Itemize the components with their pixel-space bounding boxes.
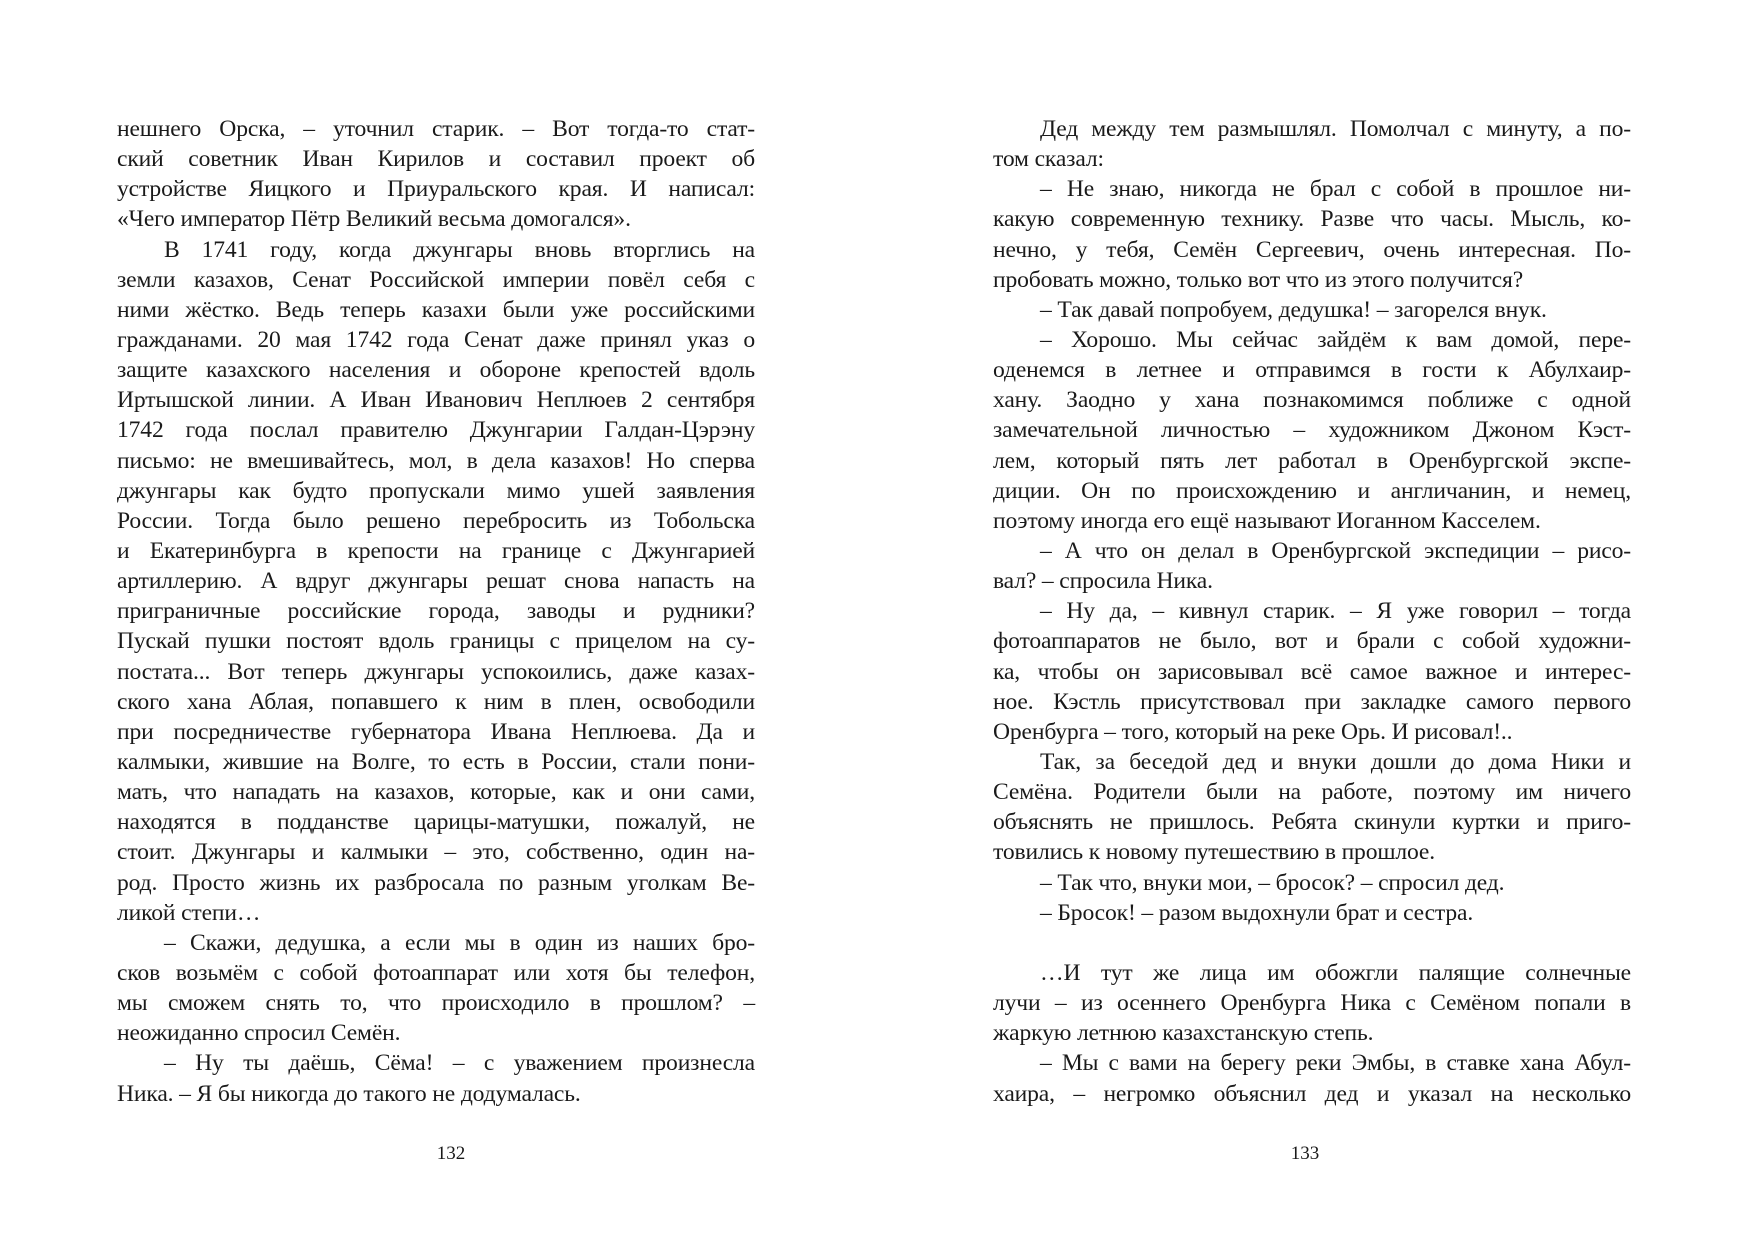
text-line: хану. Заодно у хана познакомимся поближе с одной xyxy=(993,387,1631,414)
text-line: оденемся в летнее и отправимся в гости к Абулхаир- xyxy=(993,357,1631,384)
text-line: устройстве Яицкого и Приуральского края. И написал: xyxy=(117,176,755,203)
text-line: – Ну да, – кивнул старик. – Я уже говорил – тогда xyxy=(1040,598,1631,625)
text-line: В 1741 году, когда джунгары вновь вторглись на xyxy=(164,236,755,263)
text-line: замечательной личностью – художником Джоном Кэст- xyxy=(993,417,1631,444)
text-line: неожиданно спросил Семён. xyxy=(117,1020,401,1047)
text-line: – Так что, внуки мои, – бросок? – спросил дед. xyxy=(1040,869,1505,896)
text-line: Оренбурга – того, который на реке Орь. И рисовал!.. xyxy=(993,718,1513,745)
text-line: находятся в подданстве царицы-матушки, пожалуй, не xyxy=(117,809,755,836)
text-line: фотоаппаратов не было, вот и брали с собой художни- xyxy=(993,628,1631,655)
text-line: Иртышской линии. А Иван Иванович Неплюев 2 сентября xyxy=(117,387,755,414)
text-line: Пускай пушки постоят вдоль границы с прицелом на су- xyxy=(117,628,755,655)
text-line: ка, чтобы он зарисовывал всё самое важное и интерес- xyxy=(993,658,1631,685)
text-line: мы сможем снять то, что происходило в прошлом? – xyxy=(117,990,755,1017)
left-page xyxy=(0,0,874,1241)
text-line: защите казахского населения и обороне крепостей вдоль xyxy=(117,357,755,384)
text-line: сков возьмём с собой фотоаппарат или хотя бы телефон, xyxy=(117,959,755,986)
right-page-number: 133 xyxy=(1290,1143,1320,1164)
text-line: «Чего император Пётр Великий весьма домогался». xyxy=(117,206,631,233)
text-line: Так, за беседой дед и внуки дошли до дома Ники и xyxy=(1040,748,1631,775)
text-line: джунгары как будто пропускали мимо ушей заявления xyxy=(117,477,755,504)
text-line: – Мы с вами на берегу реки Эмбы, в ставке хана Абул- xyxy=(1040,1050,1631,1077)
text-line: лем, который пять лет работал в Оренбургской экспе- xyxy=(993,447,1631,474)
text-line: гражданами. 20 мая 1742 года Сенат даже принял указ о xyxy=(117,326,755,353)
text-line: жаркую летнюю казахстанскую степь. xyxy=(993,1020,1374,1047)
text-line: при посредничестве губернатора Ивана Неплюева. Да и xyxy=(117,718,755,745)
text-line: вал? – спросила Ника. xyxy=(993,568,1213,595)
text-line: диции. Он по происхождению и англичанин, и немец, xyxy=(993,477,1631,504)
text-line: пробовать можно, только вот что из этого получится? xyxy=(993,266,1524,293)
text-line: – Не знаю, никогда не брал с собой в прошлое ни- xyxy=(1040,176,1631,203)
text-line: – Так давай попробуем, дедушка! – загорелся внук. xyxy=(1040,296,1547,323)
text-line: мать, что нападать на казахов, которые, как и они сами, xyxy=(117,779,755,806)
text-line: и Екатеринбурга в крепости на границе с Джунгарией xyxy=(117,537,755,564)
left-page-number: 132 xyxy=(436,1143,466,1164)
right-page-text-column xyxy=(993,114,1631,1109)
text-line: постата... Вот теперь джунгары успокоились, даже казах- xyxy=(117,658,755,685)
text-line: артиллерию. А вдруг джунгары решат снова напасть на xyxy=(117,568,755,595)
text-line: – Скажи, дедушка, а если мы в один из наших бро- xyxy=(164,929,755,956)
text-line: нечно, у тебя, Семён Сергеевич, очень интересная. По- xyxy=(993,236,1631,263)
text-line: – Хорошо. Мы сейчас зайдём к вам домой, пере- xyxy=(1040,326,1631,353)
text-line: ский советник Иван Кирилов и составил проект об xyxy=(117,146,755,173)
section-break xyxy=(993,928,1631,958)
text-line: хаира, – негромко объяснил дед и указал на несколько xyxy=(993,1080,1631,1107)
text-line: – Ну ты даёшь, Сёма! – с уважением произнесла xyxy=(164,1050,755,1077)
text-line: калмыки, жившие на Волге, то есть в России, стали пони- xyxy=(117,748,755,775)
text-line: ликой степи… xyxy=(117,899,261,926)
text-line: товились к новому путешествию в прошлое. xyxy=(993,839,1435,866)
text-line: стоит. Джунгары и калмыки – это, собственно, один на- xyxy=(117,839,755,866)
text-line: нешнего Орска, – уточнил старик. – Вот тогда-то стат- xyxy=(117,116,755,142)
right-page xyxy=(874,0,1749,1241)
text-line: Ника. – Я бы никогда до такого не додумалась. xyxy=(117,1080,581,1107)
text-line: письмо: не вмешивайтесь, мол, в дела казахов! Но сперва xyxy=(117,447,755,474)
text-line: род. Просто жизнь их разбросала по разным уголкам Ве- xyxy=(117,869,755,896)
text-line: России. Тогда было решено перебросить из Тобольска xyxy=(117,507,755,534)
text-line: том сказал: xyxy=(993,146,1104,173)
text-line: …И тут же лица им обожгли палящие солнечные xyxy=(1040,959,1631,986)
text-line: земли казахов, Сенат Российской империи повёл себя с xyxy=(117,266,755,293)
text-line: 1742 года послал правителю Джунгарии Галдан-Цэрэну xyxy=(117,417,755,444)
text-line: Дед между тем размышлял. Помолчал с минуту, а по- xyxy=(1040,116,1631,142)
text-line: ними жёстко. Ведь теперь казахи были уже российскими xyxy=(117,296,755,323)
text-line: какую современную технику. Разве что часы. Мысль, ко- xyxy=(993,206,1631,233)
text-line: ное. Кэстль присутствовал при закладке самого первого xyxy=(993,688,1631,715)
text-line: поэтому иногда его ещё называют Иоганном Касселем. xyxy=(993,507,1541,534)
left-page-text-column xyxy=(117,114,755,1109)
text-line: приграничные российские города, заводы и рудники? xyxy=(117,598,755,625)
text-line: ского хана Аблая, попавшего к ним в плен, освободили xyxy=(117,688,755,715)
text-line: Семёна. Родители были на работе, поэтому им ничего xyxy=(993,779,1631,806)
text-line: объяснять не пришлось. Ребята скинули куртки и приго- xyxy=(993,809,1631,836)
text-line: – А что он делал в Оренбургской экспедиции – рисо- xyxy=(1040,537,1631,564)
text-line: – Бросок! – разом выдохнули брат и сестра. xyxy=(1040,899,1474,926)
text-line: лучи – из осеннего Оренбурга Ника с Семёном попали в xyxy=(993,990,1631,1017)
